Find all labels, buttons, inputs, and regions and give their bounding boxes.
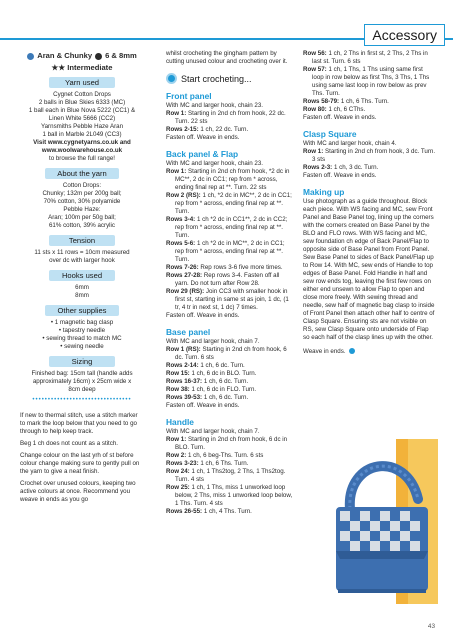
row-label: Row 1 (RS): xyxy=(166,346,201,353)
yarn-line: 2 balls in Blue Skies 6333 (MC) xyxy=(38,99,126,106)
pattern-row xyxy=(303,164,436,172)
front-panel-rows xyxy=(166,102,294,142)
page-header xyxy=(0,18,453,44)
pattern-row xyxy=(166,386,294,394)
pattern-row xyxy=(166,216,294,240)
row-label: Row 38: xyxy=(166,386,190,393)
tension-line: 11 sts x 11 rows = 10cm measured xyxy=(34,249,130,256)
pattern-row xyxy=(166,338,294,346)
about-yarn-list xyxy=(20,182,144,230)
website-link[interactable]: www.woolwarehouse.co.uk xyxy=(41,147,123,154)
sizing-heading: Sizing xyxy=(49,356,115,367)
row-label: Rows 2-14: xyxy=(166,362,199,369)
pattern-row xyxy=(166,394,294,402)
row-text: With MC and larger hook, chain 7. xyxy=(166,428,260,435)
weave-text: Weave in ends. xyxy=(303,348,346,355)
row-label: Rows 5-6: xyxy=(166,240,196,247)
row-text: Starting in 2nd ch from hook, 3 dc. Turn. 3 sts xyxy=(312,148,436,163)
pattern-row xyxy=(166,378,294,386)
note-paragraph: Beg 1 ch does not count as a stitch. xyxy=(20,440,119,447)
about-line: 70% cotton, 30% polyamide xyxy=(43,198,121,205)
clasp-square-rows xyxy=(303,140,436,180)
pattern-row xyxy=(303,98,436,106)
row-label: Rows 2-15: xyxy=(166,126,199,133)
weave-line xyxy=(303,348,436,356)
sizing-line: approximately 16cm) x 25cm wide x xyxy=(32,378,132,385)
row-label: Rows 58-79: xyxy=(303,98,340,105)
column-1 xyxy=(20,50,144,508)
back-panel-rows xyxy=(166,160,294,320)
pattern-row xyxy=(166,370,294,378)
row-label: Rows 2-3: xyxy=(303,164,333,171)
row-text: Rep rows 3-4. Fasten off all yarn. Do not turn after Row 28. xyxy=(175,272,280,287)
sizing-line: 8cm deep xyxy=(68,386,96,393)
sizing-line: Finished bag: 15cm tall (handle adds xyxy=(31,370,133,377)
crochet-bag-photo xyxy=(326,439,438,604)
tension-heading: Tension xyxy=(49,235,115,246)
making-up-text: Use photograph as a guide throughout. Block each piece. With WS facing and MC, sew Front Panel and Base Panel tog, lining up the corners with the corners created on Base Panel by the BLO and FLO rows. With WS facing and MC, sew foundation ch edge of Back Panel/Flap to opposite side of Base Panel from Front Panel. Sew Base Panel to sides of Back Panel/Flap up to Row 14. With MC, sew ends of Handle to top edges of Base Panel. Fold Handle in half and sew row ends tog, leaving the first few rows on either end unsewn to allow Flap to open and close more freely. With sewing thread and needle, sew half of magnetic bag clasp to inside of Front Panel then attach other half to centre of Clasp Square. Ensuring sts are not visible on RS, sew Clasp Square onto underside of Flap so each half of the clasp lines up with the other. xyxy=(303,198,435,341)
base-panel-rows xyxy=(166,338,294,410)
row-text: Fasten off. Weave in ends. xyxy=(303,114,377,121)
supply-item: • tapestry needle xyxy=(58,327,106,334)
pattern-row xyxy=(166,468,294,484)
row-text: With MC and larger hook, chain 23. xyxy=(166,160,263,167)
start-label: Start crocheting... xyxy=(181,73,252,84)
row-text: 1 ch, 6 dc in FLO. Turn. xyxy=(189,386,257,393)
row-text: 1 ch, 6 Ths. Turn. xyxy=(339,98,389,105)
yarn-weight-line xyxy=(20,52,144,60)
row-text: With MC and larger hook, chain 23. xyxy=(166,102,263,109)
end-mark-icon xyxy=(349,348,355,354)
page-number: 43 xyxy=(427,623,435,630)
start-crocheting xyxy=(166,73,294,84)
pattern-row xyxy=(166,436,294,452)
pattern-row xyxy=(166,288,294,312)
handle-rows-continued xyxy=(303,50,436,122)
row-label: Row 1: xyxy=(166,436,187,443)
row-label: Rows 39-53: xyxy=(166,394,203,401)
pattern-row xyxy=(166,240,294,264)
row-text: Fasten off. Weave in ends. xyxy=(166,402,240,409)
row-text: 1 ch, 6 dc. Turn. xyxy=(198,362,245,369)
hook-line: 6mm xyxy=(75,284,89,291)
row-text: 1 ch, 6 dc. Turn. xyxy=(202,394,249,401)
hooks-heading: Hooks used xyxy=(49,270,115,281)
row-text: 1 ch, 4 Ths. Turn. xyxy=(202,508,252,515)
about-line: Pebble Haze: xyxy=(63,206,101,213)
row-label: Row 25: xyxy=(166,484,190,491)
yarn-line: Cygnet Cotton Drops xyxy=(53,91,111,98)
row-text: 1 ch *2 dc in MC**, 2 dc in CC1; rep from * across, ending final rep at **. Turn. xyxy=(175,240,285,263)
hook-icon xyxy=(95,53,102,60)
row-text: 1 ch, 22 dc. Turn. xyxy=(198,126,249,133)
row-text: 1 ch, 6 beg-Ths. Turn. 6 sts xyxy=(186,452,264,459)
intro-text: whilst crocheting the gingham pattern by cutting unused colour and crocheting over it. xyxy=(166,50,288,65)
row-label: Row 57: xyxy=(303,66,327,73)
tension-text xyxy=(20,249,144,265)
yarn-line: Linen White 5666 (CC2) xyxy=(48,115,116,122)
row-label: Row 2 (RS): xyxy=(166,192,201,199)
row-text: Fasten off. Weave in ends. xyxy=(166,312,240,319)
row-label: Rows 3-23: xyxy=(166,460,199,467)
row-text: Starting in 2nd ch from hook, 6 dc. Turn. 6 sts xyxy=(175,346,287,361)
row-label: Row 2: xyxy=(166,452,187,459)
row-text: 1 ch, 3 dc. Turn. xyxy=(332,164,379,171)
pattern-row xyxy=(166,168,294,192)
pattern-row xyxy=(166,460,294,468)
pattern-row xyxy=(166,346,294,362)
row-label: Rows 7-26: xyxy=(166,264,199,271)
about-line: 61% cotton, 39% acrylic xyxy=(48,222,116,229)
row-label: Row 1: xyxy=(303,148,324,155)
supply-item: • 1 magnetic bag clasp xyxy=(50,319,114,326)
pattern-row xyxy=(166,134,294,142)
row-text: 1 ch, 2 Ths in first st, 2 Ths, 2 Ths in last st. Turn. 6 sts xyxy=(312,50,428,65)
row-label: Rows 26-55: xyxy=(166,508,203,515)
row-text: Fasten off. Weave in ends. xyxy=(166,134,240,141)
skill-level: ★★ Intermediate xyxy=(51,63,113,72)
row-label: Row 29 (RS): xyxy=(166,288,205,295)
base-panel-heading: Base panel xyxy=(166,327,211,337)
supply-item: • sewing thread to match MC xyxy=(42,335,122,342)
yarn-used-heading: Yarn used xyxy=(49,77,115,88)
row-text: 1 ch, 1 Ths2tog, 2 Ths, 1 Ths2tog. Turn. 4 sts xyxy=(175,468,286,483)
row-label: Rows 16-37: xyxy=(166,378,203,385)
pattern-row xyxy=(166,428,294,436)
pattern-row xyxy=(166,160,294,168)
making-up-heading: Making up xyxy=(303,187,345,197)
yarn-line: 1 ball each in Blue Nova 5222 (CC1) & xyxy=(28,107,136,114)
pattern-row xyxy=(166,312,294,320)
pattern-row xyxy=(303,66,436,98)
visit-line: Visit www.cygnetyarns.co.uk and xyxy=(33,139,131,146)
row-text: Starting in 2nd ch from hook, 6 dc in BLO. Turn. xyxy=(175,436,288,451)
pattern-row xyxy=(303,106,436,114)
pattern-row xyxy=(303,148,436,164)
pattern-row xyxy=(303,114,436,122)
row-label: Rows 3-4: xyxy=(166,216,196,223)
row-text: 1 ch, 6 CThs. xyxy=(326,106,366,113)
pattern-row xyxy=(303,172,436,180)
row-label: Rows 27-28: xyxy=(166,272,203,279)
bullet-icon xyxy=(166,73,177,84)
row-text: Fasten off. Weave in ends. xyxy=(303,172,377,179)
note-paragraph: If new to thermal stitch, use a stitch marker to mark the loop below that you need to go through to help keep track. xyxy=(20,412,138,435)
supply-item: • sewing needle xyxy=(60,343,104,350)
row-text: 1 ch, 6 Ths. Turn. xyxy=(198,460,249,467)
row-label: Row 1: xyxy=(166,168,187,175)
row-text: Starting in 2nd ch from hook, 22 dc. Turn. 22 sts xyxy=(175,110,286,125)
pattern-row xyxy=(303,140,436,148)
pattern-row xyxy=(166,452,294,460)
about-line: Aran; 100m per 50g ball; xyxy=(48,214,116,221)
row-text: Starting in 2nd ch from hook, *2 dc in MC**, 2 dc in CC1; rep from * across, ending final rep at **. Turn. 22 sts xyxy=(175,168,290,191)
dotted-divider: •••••••••••••••••••••••••••••••• xyxy=(32,397,132,403)
handle-rows xyxy=(166,428,294,516)
pattern-row xyxy=(166,126,294,134)
front-panel-heading: Front panel xyxy=(166,91,212,101)
row-text: 1 ch, 1 Ths, 1 Ths using same first loop in row below as first Ths, 3 Ths, 1 Ths using same last loop in row below as prev Ths. Turn. xyxy=(312,66,430,97)
tension-line: over dc with larger hook xyxy=(49,257,115,264)
yarn-line: 1 ball in Marble 2L049 (CC3) xyxy=(42,131,122,138)
pattern-row xyxy=(166,102,294,110)
yarn-weight: Aran & Chunky xyxy=(37,51,93,60)
pattern-row xyxy=(166,110,294,126)
pattern-row xyxy=(303,50,436,66)
row-text: Join CC3 with smaller hook in first st, starting in same st as join, 1 dc, (1 tr, 4 tr in next st, 1 dc) 7 times. xyxy=(175,288,289,311)
pattern-row xyxy=(166,484,294,508)
row-text: 1 ch *2 dc in CC1**, 2 dc in CC2; rep from * across, ending final rep at **. Turn. xyxy=(175,216,288,239)
sizing-text xyxy=(20,370,144,394)
row-text: 1 ch, 1 Ths, miss 1 unworked loop below, 2 Ths, miss 1 unworked loop below, 1 Ths. Turn. 4 sts xyxy=(175,484,293,507)
note-paragraph: Crochet over unused colours, keeping two active colours at once. Recommend you weave in ends as you go xyxy=(20,480,136,503)
pattern-row xyxy=(166,192,294,216)
column-3 xyxy=(303,50,436,356)
supplies-list xyxy=(20,319,144,351)
column-2 xyxy=(166,50,294,516)
back-panel-heading: Back panel & Flap xyxy=(166,149,239,159)
yarn-used-list xyxy=(20,91,144,163)
supplies-heading: Other supplies xyxy=(45,305,119,316)
row-text: 1 ch, 6 dc in BLO. Turn. xyxy=(189,370,257,377)
yarn-ball-icon xyxy=(27,53,34,60)
yarn-line: Yarnsmiths Pebble Haze Aran xyxy=(40,123,124,130)
pattern-row xyxy=(166,272,294,288)
row-label: Row 15: xyxy=(166,370,190,377)
row-label: Row 56: xyxy=(303,50,327,57)
pattern-row xyxy=(166,264,294,272)
pattern-row xyxy=(166,508,294,516)
section-title: Accessory xyxy=(364,24,445,46)
about-line: Chunky; 132m per 200g ball; xyxy=(42,190,122,197)
browse-line: to browse the full range! xyxy=(48,155,116,162)
hook-size: 6 & 8mm xyxy=(105,51,137,60)
row-label: Row 1: xyxy=(166,110,187,117)
hook-line: 8mm xyxy=(75,292,89,299)
row-label: Row 80: xyxy=(303,106,327,113)
row-text: Rep rows 3-6 five more times. xyxy=(198,264,283,271)
pattern-row xyxy=(166,402,294,410)
row-label: Row 24: xyxy=(166,468,190,475)
about-line: Cotton Drops: xyxy=(62,182,102,189)
handle-heading: Handle xyxy=(166,417,194,427)
note-paragraph: Change colour on the last yrh of st before colour change making sure to gently pull on the yarn to give a neat finish. xyxy=(20,452,140,475)
pattern-row xyxy=(166,362,294,370)
row-text: 1 ch, *2 dc in MC**, 2 dc in CC1; rep from * across, ending final rep at **. Turn. xyxy=(175,192,292,215)
row-text: With MC and larger hook, chain 4. xyxy=(303,140,397,147)
clasp-square-heading: Clasp Square xyxy=(303,129,357,139)
row-text: With MC and larger hook, chain 7. xyxy=(166,338,260,345)
row-text: 1 ch, 6 dc. Turn. xyxy=(202,378,249,385)
about-yarn-heading: About the yarn xyxy=(45,168,119,179)
hooks-list xyxy=(20,284,144,300)
